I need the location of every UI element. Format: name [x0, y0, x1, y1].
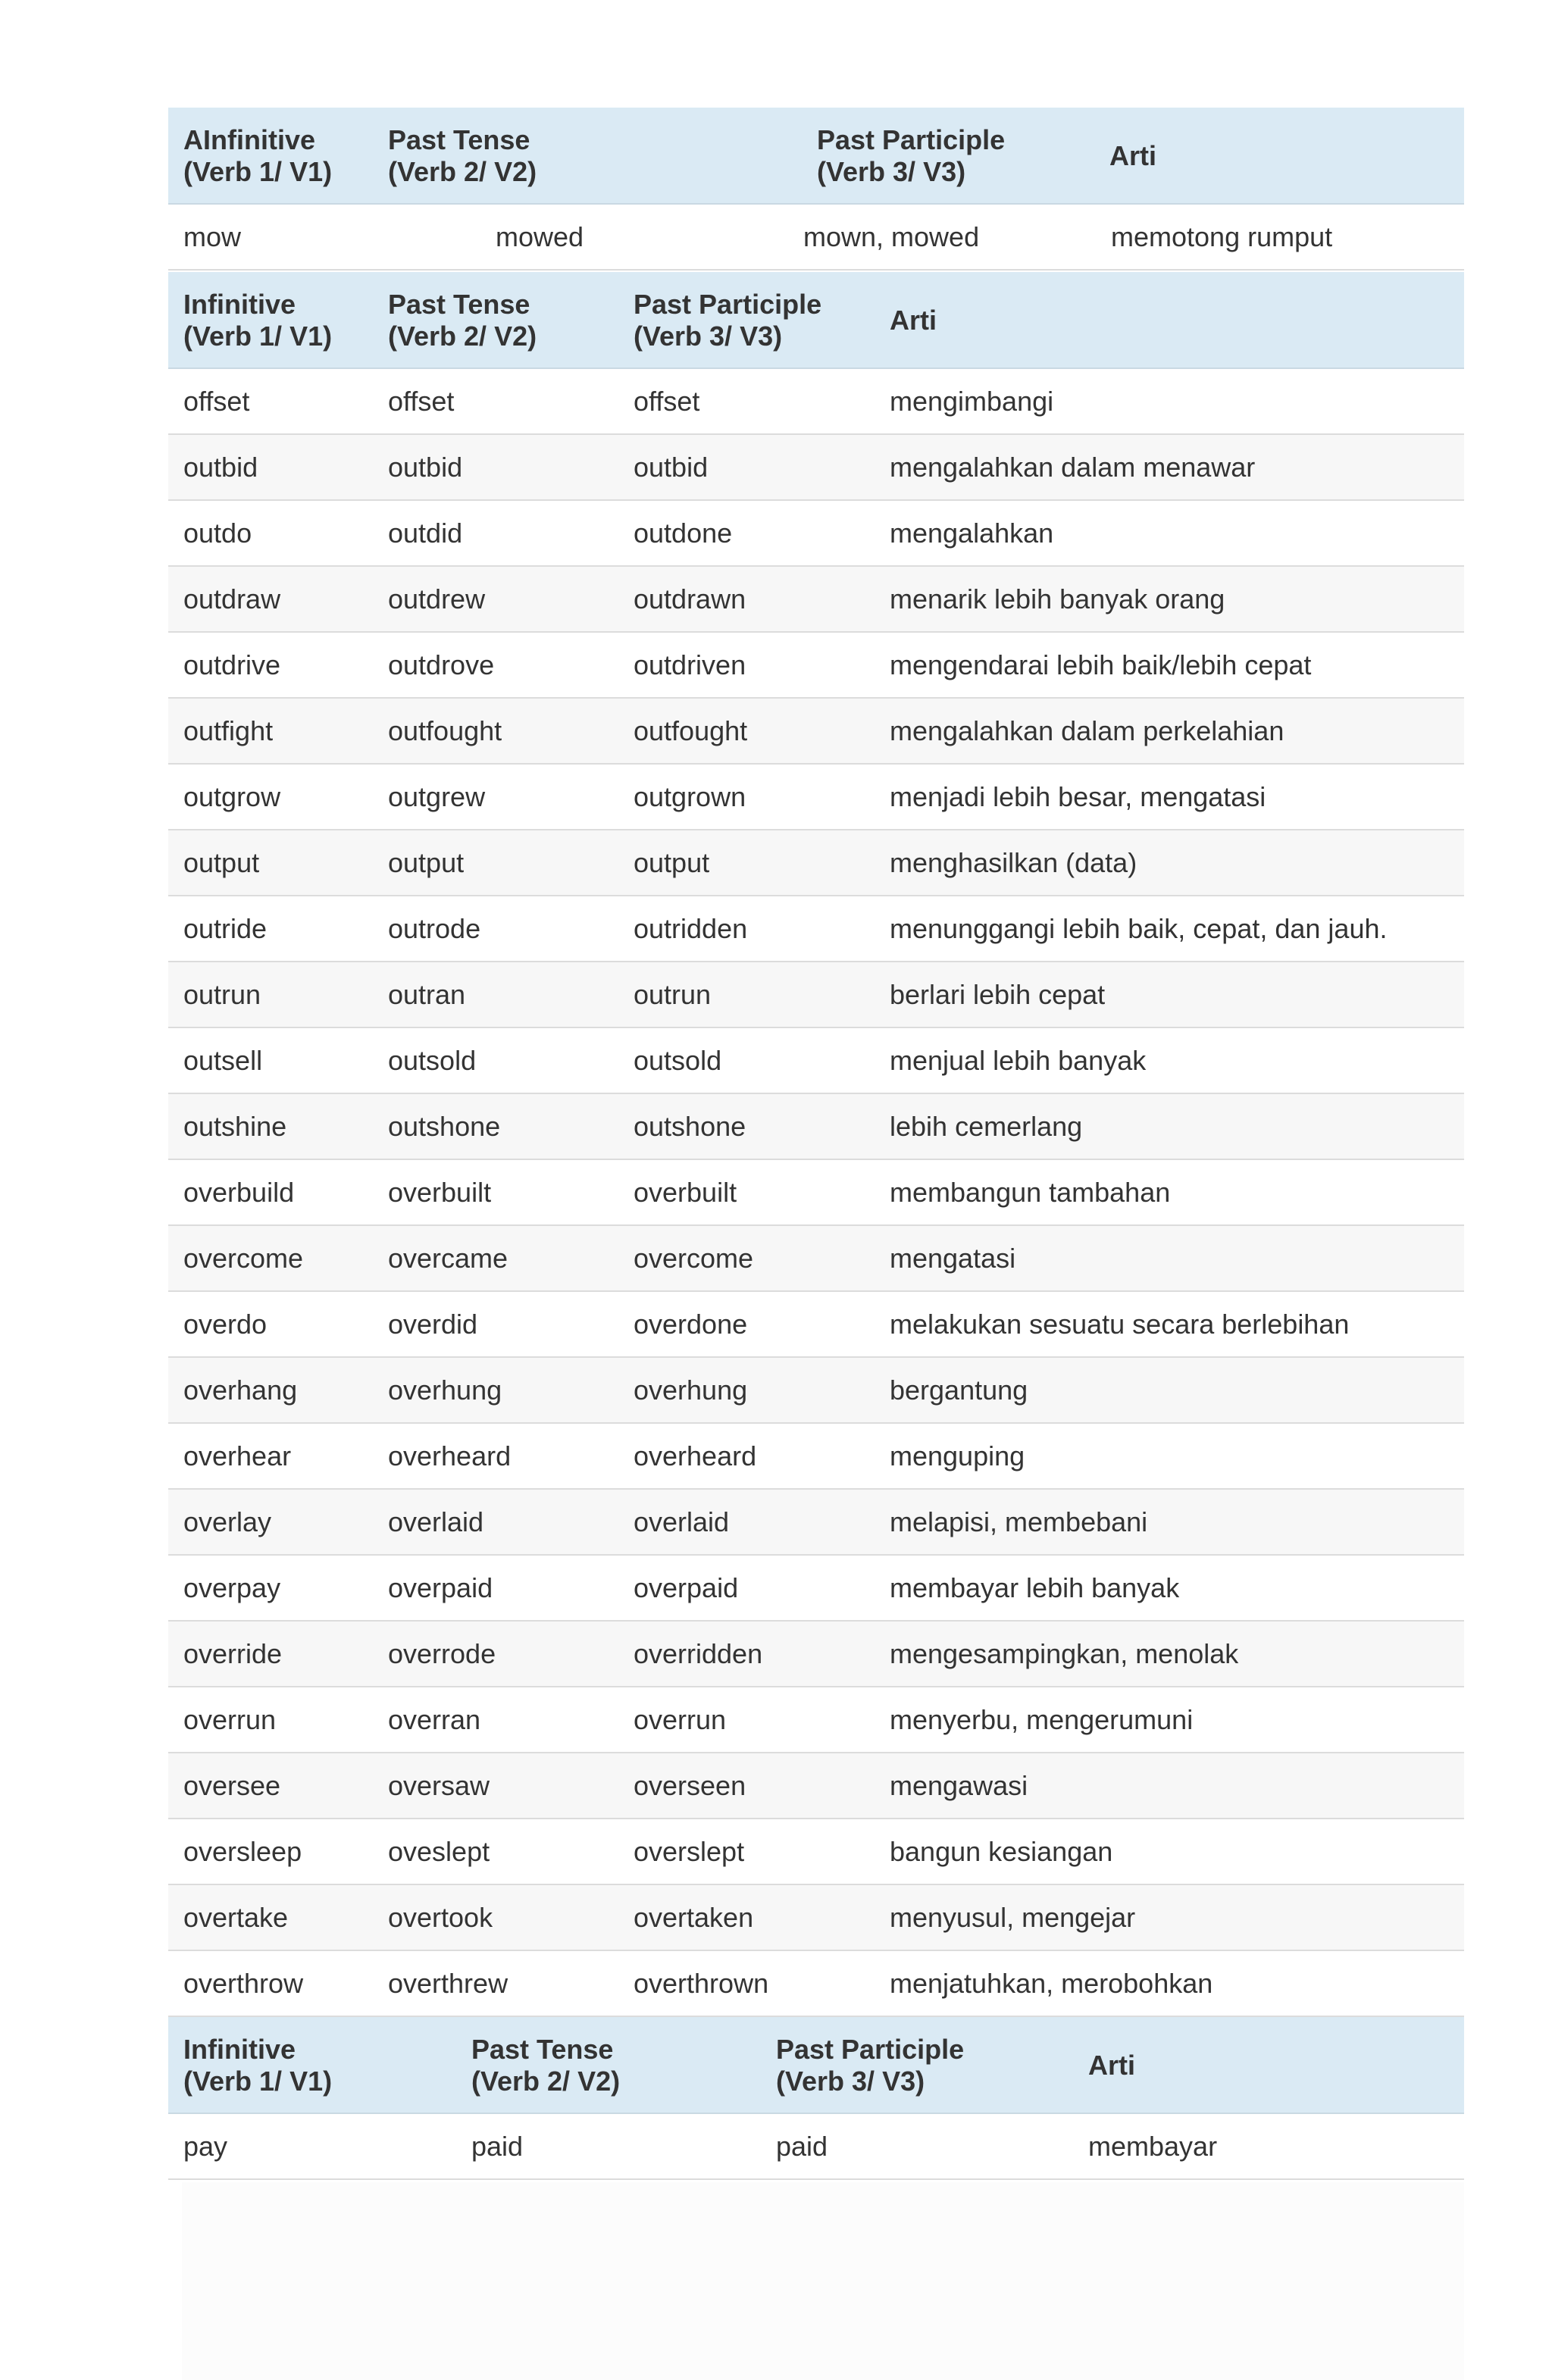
cell-past-tense: outfought	[388, 715, 502, 746]
cell-past-tense: outbid	[388, 452, 463, 483]
cell-arti: bergantung	[890, 1375, 1028, 1406]
cell-arti: mengalahkan dalam menawar	[890, 452, 1256, 483]
cell-arti: menjatuhkan, merobohkan	[890, 1968, 1213, 1999]
table-header	[168, 108, 1464, 205]
header-infinitive: Infinitive (Verb 1/ V1)	[183, 2034, 333, 2097]
cell-past-tense: outdrew	[388, 583, 486, 615]
cell-past-tense: overdid	[388, 1309, 478, 1340]
cell-infinitive: overhang	[183, 1375, 298, 1406]
cell-infinitive: overbuild	[183, 1177, 295, 1208]
cell-arti: membayar	[1088, 2131, 1218, 2162]
cell-arti: melakukan sesuatu secara berlebihan	[890, 1309, 1350, 1340]
cell-infinitive: outdraw	[183, 583, 281, 615]
cell-infinitive: outsell	[183, 1045, 263, 1076]
cell-arti: menarik lebih banyak orang	[890, 583, 1225, 615]
cell-arti: mengesampingkan, menolak	[890, 1638, 1239, 1669]
table-row	[168, 567, 1464, 633]
cell-past-participle: mown, mowed	[803, 221, 980, 252]
table-row	[168, 1028, 1464, 1094]
cell-infinitive: overrun	[183, 1704, 277, 1735]
cell-past-participle: outsold	[634, 1045, 722, 1076]
cell-past-participle: outshone	[634, 1111, 746, 1142]
cell-past-participle: overpaid	[634, 1572, 739, 1603]
cell-arti: lebih cemerlang	[890, 1111, 1083, 1142]
cell-infinitive: offset	[183, 386, 250, 417]
table-row	[168, 1226, 1464, 1292]
cell-infinitive: pay	[183, 2131, 228, 2162]
cell-past-participle: overlaid	[634, 1506, 730, 1537]
cell-arti: mengatasi	[890, 1243, 1016, 1274]
cell-past-participle: overbuilt	[634, 1177, 737, 1208]
cell-infinitive: oversee	[183, 1770, 281, 1801]
cell-past-participle: overrun	[634, 1704, 727, 1735]
cell-infinitive: output	[183, 847, 260, 878]
table-row	[168, 2114, 1464, 2180]
cell-past-tense: offset	[388, 386, 455, 417]
cell-infinitive: outrun	[183, 979, 261, 1010]
cell-past-tense: overtook	[388, 1902, 493, 1933]
cell-past-tense: output	[388, 847, 465, 878]
cell-past-tense: paid	[471, 2131, 524, 2162]
cell-past-participle: outbid	[634, 452, 709, 483]
cell-past-tense: overpaid	[388, 1572, 493, 1603]
cell-infinitive: outgrow	[183, 781, 281, 812]
cell-past-participle: overslept	[634, 1836, 745, 1867]
table-row	[168, 633, 1464, 699]
cell-past-participle: overdone	[634, 1309, 748, 1340]
cell-past-participle: overhung	[634, 1375, 748, 1406]
cell-past-tense: outdid	[388, 518, 463, 549]
header-arti: Arti	[1088, 2050, 1135, 2081]
table-row	[168, 830, 1464, 896]
table-row	[168, 1622, 1464, 1687]
cell-infinitive: override	[183, 1638, 283, 1669]
cell-past-participle: overheard	[634, 1440, 757, 1471]
verb-table-o	[168, 272, 1464, 2017]
table-row	[168, 1885, 1464, 1951]
table-row	[168, 962, 1464, 1028]
cell-arti: menunggangi lebih baik, cepat, dan jauh.	[890, 913, 1388, 944]
cell-infinitive: overdo	[183, 1309, 268, 1340]
header-past-participle: Past Participle (Verb 3/ V3)	[776, 2034, 965, 2097]
cell-arti: menjadi lebih besar, mengatasi	[890, 781, 1266, 812]
cell-past-participle: offset	[634, 386, 700, 417]
cell-arti: membayar lebih banyak	[890, 1572, 1180, 1603]
cell-arti: menguping	[890, 1440, 1025, 1471]
table-body	[168, 369, 1464, 2017]
cell-infinitive: overlay	[183, 1506, 272, 1537]
table-row	[168, 1490, 1464, 1556]
cell-infinitive: outride	[183, 913, 268, 944]
header-infinitive: AInfinitive (Verb 1/ V1)	[183, 124, 333, 187]
header-arti: Arti	[1109, 140, 1156, 171]
table-row	[168, 765, 1464, 830]
cell-arti: mengalahkan	[890, 518, 1054, 549]
cell-infinitive: overcome	[183, 1243, 304, 1274]
table-row	[168, 1160, 1464, 1226]
cell-past-participle: overridden	[634, 1638, 763, 1669]
header-past-participle: Past Participle (Verb 3/ V3)	[634, 289, 822, 352]
cell-arti: mengawasi	[890, 1770, 1028, 1801]
cell-infinitive: outfight	[183, 715, 274, 746]
cell-arti: melapisi, membebani	[890, 1506, 1148, 1537]
table-row	[168, 369, 1464, 435]
cell-past-participle: output	[634, 847, 710, 878]
cell-past-tense: overlaid	[388, 1506, 484, 1537]
cell-past-tense: overrode	[388, 1638, 496, 1669]
cell-past-tense: outdrove	[388, 649, 495, 680]
table-row	[168, 1358, 1464, 1424]
cell-past-tense: outshone	[388, 1111, 501, 1142]
cell-past-participle: paid	[776, 2131, 828, 2162]
cell-infinitive: overtake	[183, 1902, 289, 1933]
cell-infinitive: mow	[183, 221, 242, 252]
cell-past-participle: outdone	[634, 518, 733, 549]
cell-arti: bangun kesiangan	[890, 1836, 1113, 1867]
header-past-tense: Past Tense (Verb 2/ V2)	[471, 2034, 621, 2097]
table-row	[168, 1951, 1464, 2017]
table-row	[168, 896, 1464, 962]
cell-past-participle: outdriven	[634, 649, 746, 680]
cell-past-participle: outgrown	[634, 781, 746, 812]
table-row	[168, 205, 1464, 271]
cell-past-tense: overran	[388, 1704, 481, 1735]
header-infinitive: Infinitive (Verb 1/ V1)	[183, 289, 333, 352]
verb-table-m	[168, 108, 1464, 271]
cell-arti: menjual lebih banyak	[890, 1045, 1147, 1076]
verb-table-p	[168, 2017, 1464, 2180]
cell-past-tense: outrode	[388, 913, 481, 944]
cell-past-tense: outsold	[388, 1045, 477, 1076]
table-row	[168, 699, 1464, 765]
cell-arti: mengimbangi	[890, 386, 1054, 417]
table-row	[168, 1687, 1464, 1753]
header-past-tense: Past Tense (Verb 2/ V2)	[388, 289, 537, 352]
header-arti: Arti	[890, 305, 937, 336]
cell-past-participle: overseen	[634, 1770, 746, 1801]
cell-arti: berlari lebih cepat	[890, 979, 1106, 1010]
cell-past-tense: mowed	[496, 221, 584, 252]
cell-past-participle: outdrawn	[634, 583, 746, 615]
cell-arti: membangun tambahan	[890, 1177, 1171, 1208]
page-bottom-area	[182, 2182, 1464, 2380]
cell-past-participle: overtaken	[634, 1902, 754, 1933]
cell-infinitive: outdo	[183, 518, 252, 549]
table-row	[168, 435, 1464, 501]
cell-past-tense: overbuilt	[388, 1177, 492, 1208]
cell-arti: mengendarai lebih baik/lebih cepat	[890, 649, 1312, 680]
table-row	[168, 1556, 1464, 1622]
cell-past-participle: overthrown	[634, 1968, 769, 1999]
cell-arti: menyusul, mengejar	[890, 1902, 1136, 1933]
table-row	[168, 1292, 1464, 1358]
table-row	[168, 1094, 1464, 1160]
cell-past-tense: overthrew	[388, 1968, 508, 1999]
header-past-participle: Past Participle (Verb 3/ V3)	[817, 124, 1006, 187]
cell-past-tense: overheard	[388, 1440, 512, 1471]
cell-past-participle: outridden	[634, 913, 748, 944]
cell-past-tense: overhung	[388, 1375, 502, 1406]
cell-arti: memotong rumput	[1111, 221, 1333, 252]
cell-infinitive: outdrive	[183, 649, 281, 680]
cell-arti: mengalahkan dalam perkelahian	[890, 715, 1284, 746]
table-row	[168, 1753, 1464, 1819]
cell-infinitive: overthrow	[183, 1968, 304, 1999]
table-row	[168, 1819, 1464, 1885]
cell-past-tense: outgrew	[388, 781, 486, 812]
cell-past-participle: overcome	[634, 1243, 754, 1274]
table-header	[168, 2017, 1464, 2114]
cell-infinitive: oversleep	[183, 1836, 302, 1867]
cell-past-participle: outrun	[634, 979, 712, 1010]
table-row	[168, 501, 1464, 567]
cell-infinitive: overhear	[183, 1440, 292, 1471]
cell-past-participle: outfought	[634, 715, 748, 746]
header-past-tense: Past Tense (Verb 2/ V2)	[388, 124, 537, 187]
cell-past-tense: oveslept	[388, 1836, 490, 1867]
cell-arti: menyerbu, mengerumuni	[890, 1704, 1194, 1735]
cell-past-tense: outran	[388, 979, 466, 1010]
cell-infinitive: outshine	[183, 1111, 287, 1142]
cell-infinitive: overpay	[183, 1572, 281, 1603]
cell-past-tense: overcame	[388, 1243, 508, 1274]
cell-infinitive: outbid	[183, 452, 258, 483]
table-header	[168, 272, 1464, 369]
cell-arti: menghasilkan (data)	[890, 847, 1137, 878]
cell-past-tense: oversaw	[388, 1770, 490, 1801]
table-row	[168, 1424, 1464, 1490]
